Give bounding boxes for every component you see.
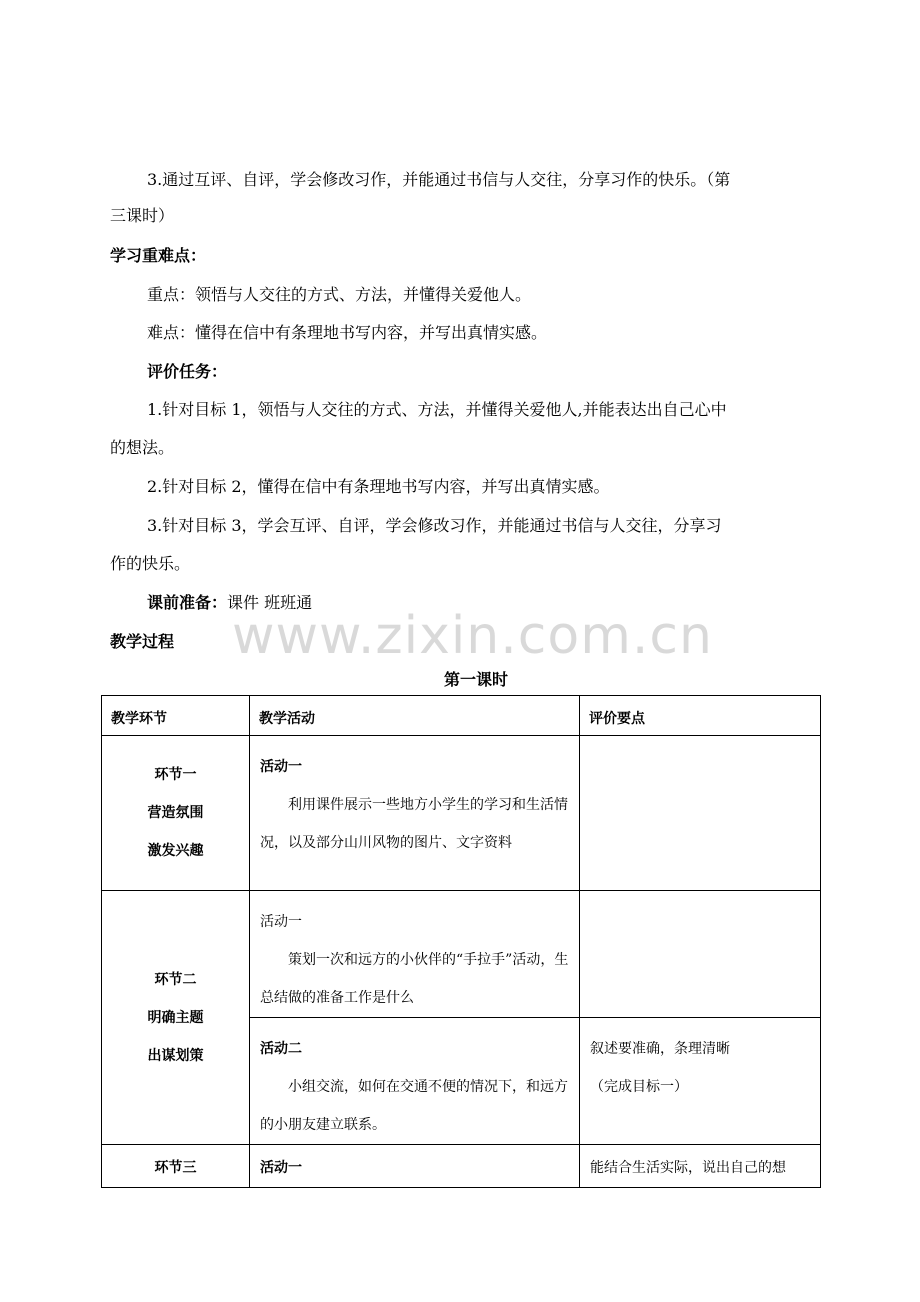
stage-subtitle: 出谋划策 [147, 1047, 204, 1064]
activity-cell [250, 736, 580, 891]
goal3-line1: 3.通过互评、自评，学会修改习作，并能通过书信与人交往，分享习作的快乐。（第 [147, 170, 731, 189]
evaluation-cell [580, 1018, 821, 1145]
stage-label: 环节三 [154, 1160, 197, 1176]
task1-line2: 的想法。 [110, 438, 175, 457]
table-row [102, 1145, 821, 1188]
activity-title: 活动二 [260, 1041, 302, 1057]
process-heading: 教学过程 [110, 632, 175, 651]
evaluation-point: 能结合生活实际，说出自己的想 [590, 1160, 786, 1176]
header-activity: 教学活动 [250, 696, 580, 736]
difficult-point: 难点：懂得在信中有条理地书写内容，并写出真情实感。 [147, 323, 548, 342]
preparation-value: 课件 班班通 [227, 593, 313, 612]
watermark: www.zixin.com.cn [232, 606, 713, 666]
key-points-heading: 学习重难点： [110, 246, 207, 265]
table-row [102, 736, 821, 891]
table-header-row [102, 696, 821, 736]
table-row [102, 891, 821, 1018]
lesson-table [101, 695, 821, 1188]
goal3-line2: 三课时） [110, 206, 175, 225]
preparation [147, 593, 312, 613]
key-point: 重点：领悟与人交往的方式、方法，并懂得关爱他人。 [147, 285, 532, 304]
preparation-label: 课前准备： [147, 593, 228, 612]
stage-subtitle: 营造氛围 [147, 805, 204, 821]
stage-cell [102, 736, 250, 891]
activity-body: 利用课件展示一些地方小学生的学习和生活情况，以及部分山川风物的图片、文字资料 [260, 797, 568, 851]
evaluation-point: 叙述要准确，条理清晰 [590, 1041, 730, 1057]
task3-line1: 3.针对目标 3，学会互评、自评，学会修改习作，并能通过书信与人交往，分享习 [147, 516, 722, 535]
activity-title: 活动一 [260, 759, 302, 775]
stage-label: 环节二 [154, 971, 197, 988]
header-evaluation: 评价要点 [580, 696, 821, 736]
stage-subtitle: 激发兴趣 [147, 843, 204, 859]
activity-cell [250, 1145, 580, 1188]
activity-cell [250, 891, 580, 1018]
activity-title: 活动一 [260, 914, 302, 930]
task1-line1: 1.针对目标 1，领悟与人交往的方式、方法，并懂得关爱他人,并能表达出自己心中 [147, 400, 727, 419]
task2: 2.针对目标 2，懂得在信中有条理地书写内容，并写出真情实感。 [147, 477, 610, 496]
stage-subtitle: 明确主题 [147, 1009, 204, 1026]
evaluation-heading: 评价任务： [147, 362, 228, 381]
header-stage: 教学环节 [102, 696, 250, 736]
evaluation-goal: （完成目标一） [590, 1079, 688, 1095]
evaluation-cell [580, 736, 821, 891]
activity-body: 小组交流，如何在交通不便的情况下，和远方的小朋友建立联系。 [260, 1079, 568, 1133]
activity-title: 活动一 [260, 1160, 302, 1176]
task3-line2: 作的快乐。 [110, 554, 191, 573]
stage-cell [102, 891, 250, 1145]
stage-label: 环节一 [154, 767, 197, 783]
lesson-title: 第一课时 [444, 670, 509, 689]
activity-cell [250, 1018, 580, 1145]
stage-cell [102, 1145, 250, 1188]
activity-body: 策划一次和远方的小伙伴的“手拉手”活动，生总结做的准备工作是什么 [260, 952, 569, 1006]
evaluation-cell [580, 891, 821, 1018]
evaluation-cell [580, 1145, 821, 1188]
